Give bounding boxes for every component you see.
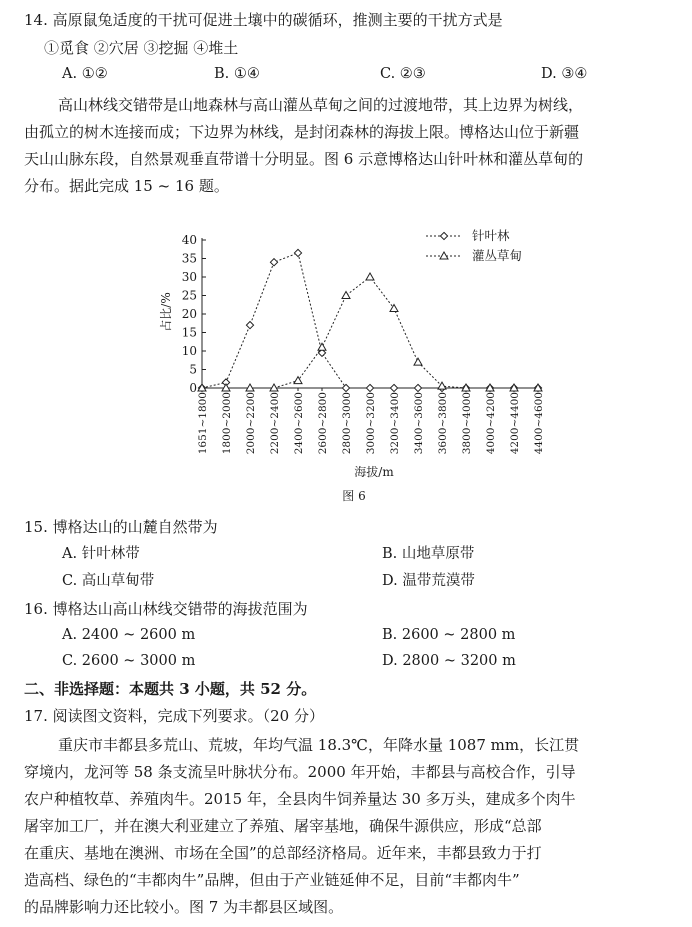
y-tick-label: 35 bbox=[181, 251, 197, 266]
q17-line-6: 造高档、绿色的“丰都肉牛”品牌，但由于产业链延伸不足，目前“丰都肉牛” bbox=[24, 871, 520, 889]
q17-line-5: 在重庆、基地在澳洲、市场在全国”的总部经济格局。近年来，丰都县致力于打 bbox=[24, 844, 542, 862]
q15-option-c[interactable]: C. 高山草甸带 bbox=[62, 573, 155, 589]
data-point-s2 bbox=[318, 343, 326, 350]
y-tick-label: 25 bbox=[181, 288, 197, 303]
x-tick-label: 4400~4600 bbox=[533, 392, 545, 455]
x-tick-label: 2200~2400 bbox=[269, 392, 281, 455]
x-tick-label: 2400~2600 bbox=[293, 392, 305, 455]
y-tick-label: 30 bbox=[181, 270, 197, 284]
q14-option-d[interactable]: D. ③④ bbox=[541, 66, 588, 82]
x-tick-label: 4000~4200 bbox=[485, 392, 497, 455]
chart-series bbox=[198, 249, 542, 391]
q14-option-a[interactable]: A. ①② bbox=[62, 66, 108, 82]
q17-stem: 17. 阅读图文资料，完成下列要求。（20 分） bbox=[24, 707, 324, 725]
x-tick-label: 2600~2800 bbox=[317, 392, 329, 455]
x-axis-label: 海拔/m bbox=[354, 465, 394, 479]
x-tick-label: 3200~3400 bbox=[389, 392, 401, 455]
data-point-s1 bbox=[414, 384, 421, 391]
q15-option-d[interactable]: D. 温带荒漠带 bbox=[382, 573, 475, 589]
x-tick-label: 4200~4400 bbox=[509, 392, 521, 455]
q17-line-3: 农户种植牧草、养殖肉牛。2015 年，全县肉牛饲养量达 30 多万头，建成多个肉牛 bbox=[24, 790, 576, 808]
data-point-s1 bbox=[294, 249, 301, 256]
y-tick-label: 10 bbox=[181, 344, 197, 358]
x-tick-label: 2800~3000 bbox=[341, 392, 353, 455]
q16-option-c[interactable]: C. 2600 ~ 3000 m bbox=[62, 653, 196, 669]
x-tick-label: 3800~4000 bbox=[461, 392, 473, 455]
q14-option-c[interactable]: C. ②③ bbox=[380, 66, 426, 82]
x-tick-label: 3400~3600 bbox=[413, 392, 425, 455]
data-point-s2 bbox=[414, 358, 422, 365]
q17-line-7: 的品牌影响力还比较小。图 7 为丰都县区域图。 bbox=[24, 898, 344, 916]
passage-line-2: 由孤立的树木连接而成；下边界为林线，是封闭森林的海拔上限。博格达山位于新疆 bbox=[24, 123, 580, 141]
passage-line-4: 分布。据此完成 15 ~ 16 题。 bbox=[24, 177, 229, 195]
q16-option-d[interactable]: D. 2800 ~ 3200 m bbox=[382, 653, 516, 669]
q16-option-b[interactable]: B. 2600 ~ 2800 m bbox=[382, 627, 516, 643]
data-point-s1 bbox=[342, 384, 349, 391]
passage-line-3: 天山山脉东段，自然景观垂直带谱十分明显。图 6 示意博格达山针叶林和灌丛草甸的 bbox=[24, 150, 584, 168]
legend-label-1: 针叶林 bbox=[472, 228, 510, 243]
data-point-s1 bbox=[390, 384, 397, 391]
data-point-s1 bbox=[246, 322, 253, 329]
q17-line-1: 重庆市丰都县多荒山、荒坡，年均气温 18.3℃，年降水量 1087 mm，长江贯 bbox=[58, 736, 580, 754]
figure-6-chart bbox=[150, 222, 550, 512]
chart-legend bbox=[426, 228, 522, 263]
legend-label-2: 灌丛草甸 bbox=[472, 248, 523, 263]
y-axis-label: 占比/% bbox=[159, 292, 173, 332]
y-tick-label: 15 bbox=[181, 325, 197, 340]
figure-caption: 图 6 bbox=[342, 489, 366, 503]
q17-line-4: 屠宰加工厂，并在澳大利亚建立了养殖、屠宰基地，确保牛源供应，形成“总部 bbox=[24, 817, 542, 835]
legend-marker-1 bbox=[440, 232, 447, 239]
q16-option-a[interactable]: A. 2400 ~ 2600 m bbox=[62, 627, 196, 643]
q16-stem: 16. 博格达山高山林线交错带的海拔范围为 bbox=[24, 600, 308, 618]
q15-stem: 15. 博格达山的山麓自然带为 bbox=[24, 518, 218, 536]
x-tick-label: 3000~3200 bbox=[365, 392, 377, 455]
y-tick-label: 40 bbox=[181, 233, 197, 247]
q14-stem: 14. 高原鼠兔适度的干扰可促进土壤中的碳循环，推测主要的干扰方式是 bbox=[24, 11, 503, 29]
q15-option-b[interactable]: B. 山地草原带 bbox=[382, 546, 475, 562]
q17-line-2: 穿境内，龙河等 58 条支流呈叶脉状分布。2000 年开始，丰都县与高校合作，引导 bbox=[24, 763, 576, 781]
x-tick-label: 2000~2200 bbox=[245, 392, 257, 455]
x-tick-label: 1800~2000 bbox=[221, 392, 233, 455]
x-tick-label: 3600~3800 bbox=[437, 392, 449, 455]
data-point-s1 bbox=[270, 259, 277, 266]
q14-items: ①觅食 ②穴居 ③挖掘 ④堆土 bbox=[44, 39, 239, 57]
data-point-s2 bbox=[366, 273, 374, 280]
series-line-2 bbox=[202, 277, 538, 388]
data-point-s1 bbox=[366, 384, 373, 391]
data-point-s2 bbox=[294, 377, 302, 384]
section-2-heading: 二、非选择题：本题共 3 小题，共 52 分。 bbox=[24, 680, 317, 698]
q14-option-b[interactable]: B. ①④ bbox=[214, 66, 260, 82]
data-point-s2 bbox=[342, 292, 350, 299]
y-tick-label: 5 bbox=[189, 362, 197, 377]
q15-option-a[interactable]: A. 针叶林带 bbox=[62, 546, 140, 562]
x-ticks bbox=[197, 388, 545, 454]
y-tick-label: 0 bbox=[189, 381, 197, 395]
y-tick-label: 20 bbox=[181, 307, 197, 321]
passage-line-1: 高山林线交错带是山地森林与高山灌丛草甸之间的过渡地带，其上边界为树线， bbox=[58, 96, 584, 114]
x-tick-label: 1651~1800 bbox=[197, 392, 209, 455]
